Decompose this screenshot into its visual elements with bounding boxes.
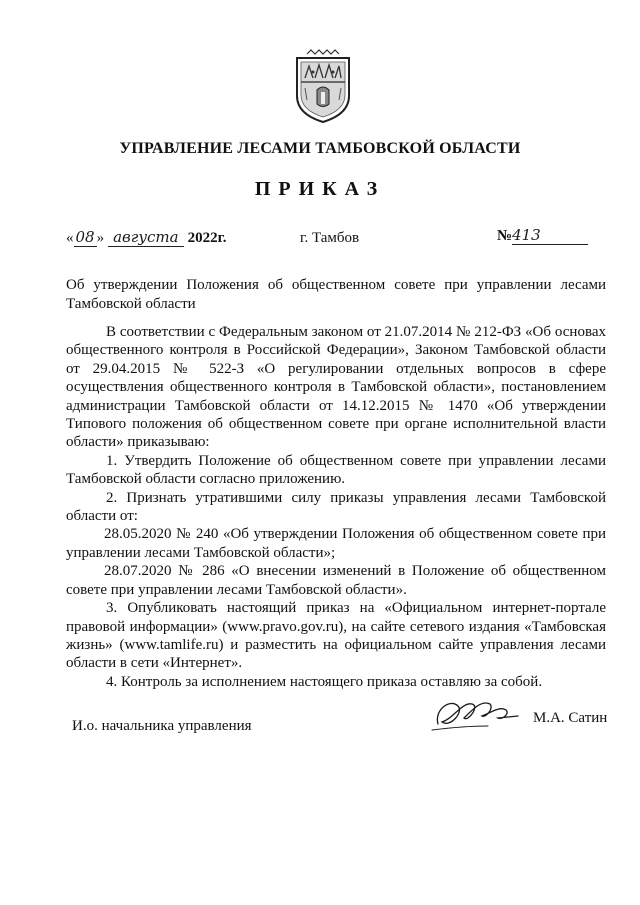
body-paragraph: 3. Опубликовать настоящий приказ на «Официальном интернет-портале правовой информации» (www.pravo.gov.ru), на сайте сетевого издания «Тамбовская жизнь» (www.tamlife.ru) и разместить на официальном сайте управления лесами области в сети «Интернет». [66,600,606,672]
organization-name: УПРАВЛЕНИЕ ЛЕСАМИ ТАМБОВСКОЙ ОБЛАСТИ [119,140,521,157]
body-paragraph: 2. Признать утратившими силу приказы управления лесами Тамбовской области от: [66,489,606,525]
signatory-title: И.о. начальника управления [72,718,252,734]
document-date: « 08 » августа 2022г. [66,228,227,246]
number-value: 413 [512,226,588,245]
document-subject: Об утверждении Положения об общественном совете при управлении лесами Тамбовской области [66,277,606,312]
document-title: ПРИКАЗ [254,178,386,200]
coat-of-arms-icon [291,48,355,124]
date-day: 08 [75,228,95,246]
body-paragraph: 28.05.2020 № 240 «Об утверждении Положения об общественном совете при управлении лесами Тамбовской области»; [66,526,606,561]
document-body [66,323,606,691]
signature-image [428,692,523,736]
body-paragraph: 4. Контроль за исполнением настоящего приказа оставляю за собой. [106,673,543,690]
date-month: августа [108,228,184,247]
number-label: № [497,228,513,244]
document-city: г. Тамбов [300,230,360,246]
body-paragraph: В соответствии с Федеральным законом от 21.07.2014 № 212-ФЗ «Об основах общественного контроля в Российской Федерации», Законом Тамбовской области от 29.04.2015 № 522-З «О регулировании отдельных вопросов в сфере осуществления общественного контроля в Тамбовской области», постановлением администрации Тамбовской области от 14.12.2015 № 1470 «Об утверждении Типового положения об общественном совете при органе исполнительной власти области» приказываю: [66,324,606,451]
signer-name: М.А. Сатин [533,710,608,726]
body-paragraph: 1. Утвердить Положение об общественном совете при управлении лесами Тамбовской области согласно приложению. [66,452,606,488]
body-paragraph: 28.07.2020 № 286 «О внесении изменений в Положение об общественном совете при управлении лесами Тамбовской области». [66,563,606,598]
document-number [497,226,588,245]
date-year: 2022г. [187,230,227,246]
